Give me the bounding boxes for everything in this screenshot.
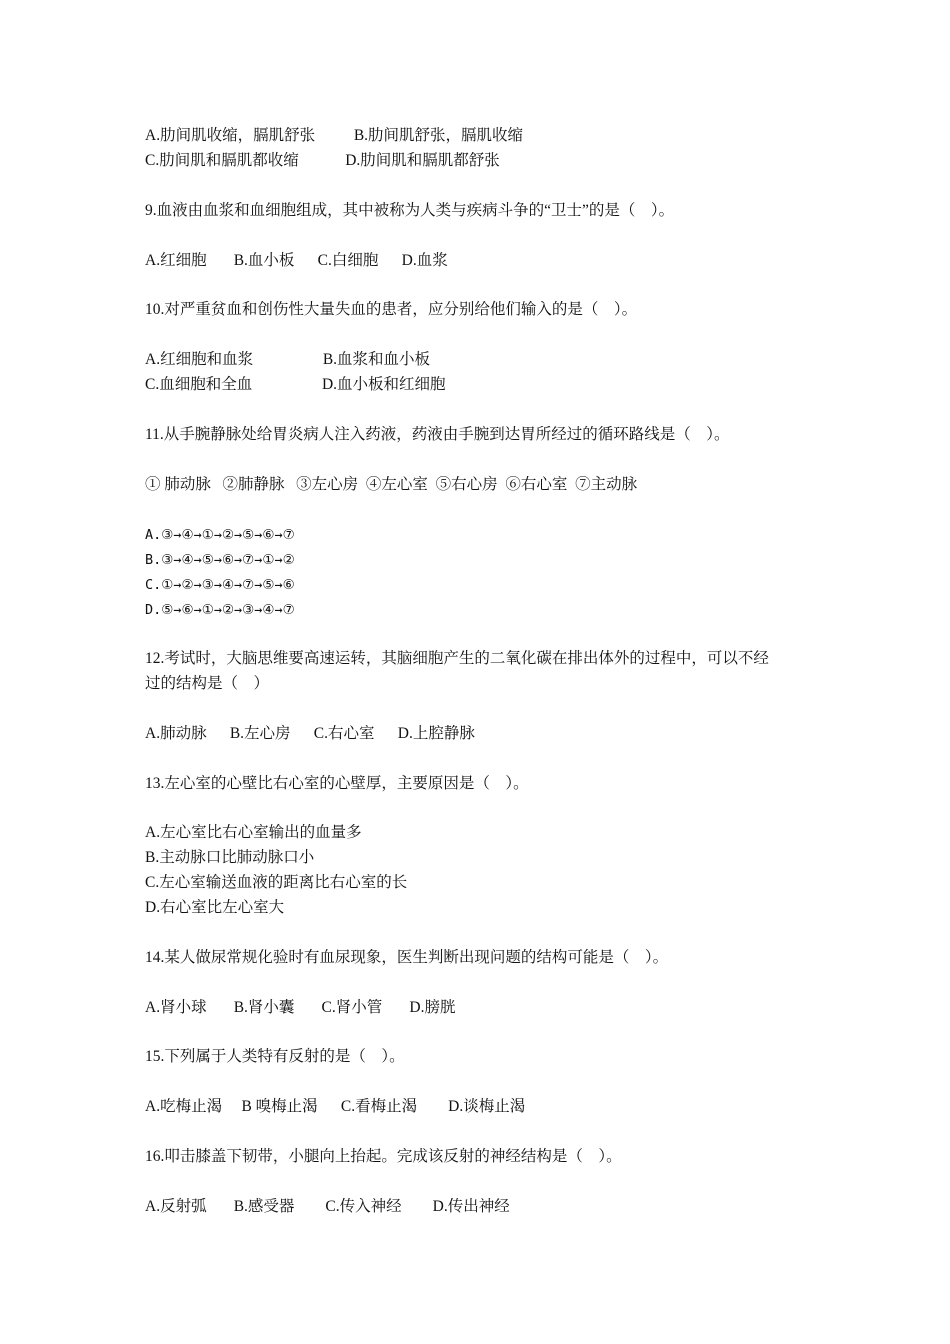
- q11-stem: 11.从手腕静脉处给胃炎病人注入药液，药液由手腕到达胃所经过的循环路线是（ ）。: [145, 426, 730, 443]
- q11-items: ① 肺动脉 ②肺静脉 ③左心房 ④左心室 ⑤右心房 ⑥右心室 ⑦主动脉: [145, 476, 638, 493]
- q13-option-c: C.左心室输送血液的距离比右心室的长: [145, 874, 408, 891]
- q15-options: A.吃梅止渴 B 嗅梅止渴 C.看梅止渴 D.谈梅止渴: [145, 1098, 526, 1115]
- q14-options: A.肾小球 B.肾小囊 C.肾小管 D.膀胱: [145, 999, 456, 1016]
- q9-options: A.红细胞 B.血小板 C.白细胞 D.血浆: [145, 252, 448, 269]
- q10-options-row-1: A.红细胞和血浆 B.血浆和血小板: [145, 351, 431, 368]
- q16-stem: 16.叩击膝盖下韧带，小腿向上抬起。完成该反射的神经结构是（ ）。: [145, 1148, 622, 1165]
- q12-stem-line-2: 过的结构是（ ）: [145, 675, 270, 692]
- q16-options: A.反射弧 B.感受器 C.传入神经 D.传出神经: [145, 1198, 510, 1215]
- q11-option-d: D.⑤→⑥→①→②→③→④→⑦: [145, 602, 295, 618]
- q14-stem: 14.某人做尿常规化验时有血尿现象，医生判断出现问题的结构可能是（ ）。: [145, 949, 669, 966]
- q12-options: A.肺动脉 B.左心房 C.右心室 D.上腔静脉: [145, 725, 475, 742]
- q10-options-row-2: C.血细胞和全血 D.血小板和红细胞: [145, 376, 446, 393]
- q9-stem: 9.血液由血浆和血细胞组成，其中被称为人类与疾病斗争的“卫士”的是（ ）。: [145, 202, 675, 219]
- q15-stem: 15.下列属于人类特有反射的是（ ）。: [145, 1048, 405, 1065]
- q11-option-a: A.③→④→①→②→⑤→⑥→⑦: [145, 527, 295, 543]
- q13-option-a: A.左心室比右心室输出的血量多: [145, 824, 362, 841]
- q10-stem: 10.对严重贫血和创伤性大量失血的患者，应分别给他们输入的是（ ）。: [145, 301, 638, 318]
- q13-stem: 13.左心室的心壁比右心室的心壁厚，主要原因是（ ）。: [145, 775, 529, 792]
- q12-stem-line-1: 12.考试时，大脑思维要高速运转，其脑细胞产生的二氧化碳在排出体外的过程中，可以不经: [145, 650, 769, 667]
- q11-option-b: B.③→④→⑤→⑥→⑦→①→②: [145, 552, 295, 568]
- q11-option-c: C.①→②→③→④→⑦→⑤→⑥: [145, 577, 295, 593]
- q8-options-row-2: C.肋间肌和膈肌都收缩 D.肋间肌和膈肌都舒张: [145, 152, 500, 169]
- q8-options-row-1: A.肋间肌收缩，膈肌舒张 B.肋间肌舒张，膈肌收缩: [145, 127, 524, 144]
- q13-option-d: D.右心室比左心室大: [145, 899, 285, 916]
- q13-option-b: B.主动脉口比肺动脉口小: [145, 849, 315, 866]
